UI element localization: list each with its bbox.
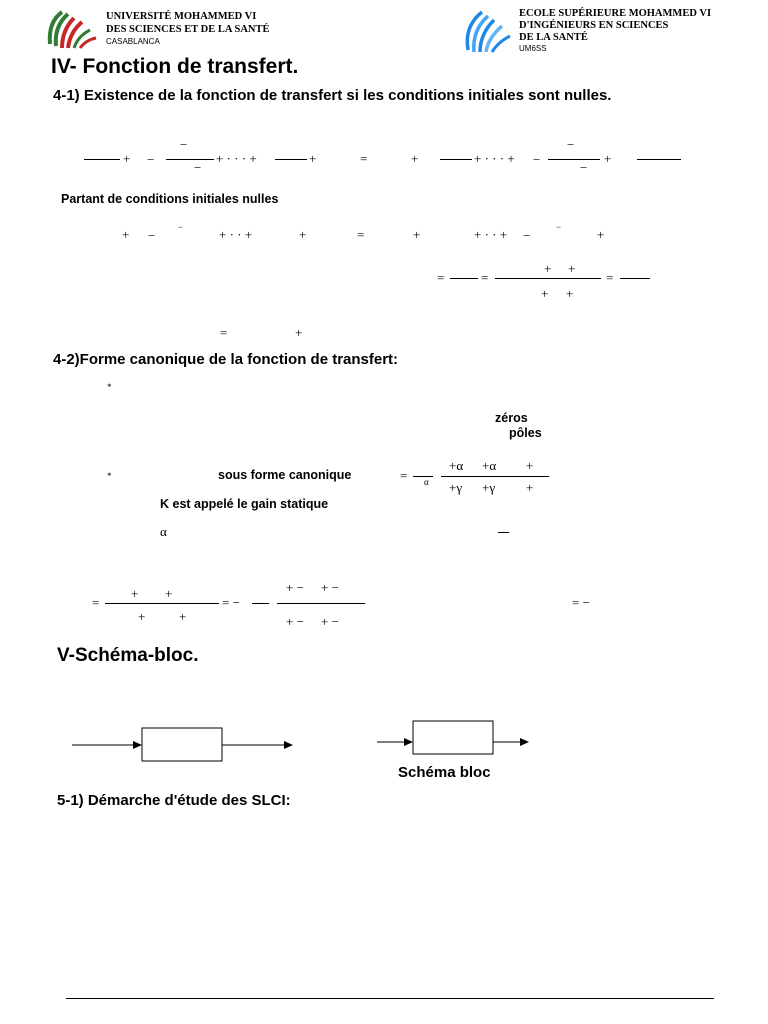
header-left-line2: DES SCIENCES ET DE LA SANTÉ (106, 24, 270, 35)
subsection-4-1-title: 4-1) Existence de la fonction de transfert si les conditions initiales sont nulles. (53, 87, 612, 104)
minus-dash (498, 532, 509, 533)
section-5-title: V-Schéma-bloc. (57, 645, 199, 666)
header-left-line3: CASABLANCA (106, 37, 160, 46)
poles-label: pôles (509, 426, 542, 440)
block-diagram-2 (375, 718, 535, 758)
block-diagram-1 (70, 725, 300, 765)
block-diagram-caption: Schéma bloc (398, 764, 491, 781)
school-logo (462, 6, 514, 54)
footer-divider (66, 998, 714, 999)
header-right-line1: ECOLE SUPÉRIEURE MOHAMMED VI (519, 8, 712, 19)
university-logo (44, 4, 100, 52)
bullet-1: * (107, 382, 112, 392)
header-right-line2: D'INGÉNIEURS EN SCIENCES (519, 20, 669, 31)
subsection-4-2-title: 4-2)Forme canonique de la fonction de transfert: (53, 351, 399, 368)
zeros-label: zéros (495, 411, 528, 425)
subsection-5-1-title: 5-1) Démarche d'étude des SLCI: (57, 792, 291, 809)
alpha-symbol: α (160, 524, 167, 539)
static-gain-text: K est appelé le gain statique (160, 497, 329, 511)
header-right-line4: UM6SS (519, 44, 547, 53)
section-4-title: IV- Fonction de transfert. (51, 55, 299, 78)
bullet-2: * (107, 471, 112, 481)
header-left-line1: UNIVERSITÉ MOHAMMED VI (106, 11, 257, 22)
initial-conditions-text: Partant de conditions initiales nulles (61, 192, 279, 206)
header-right-line3: DE LA SANTÉ (519, 32, 588, 43)
canonical-form-text: sous forme canonique (218, 468, 352, 482)
